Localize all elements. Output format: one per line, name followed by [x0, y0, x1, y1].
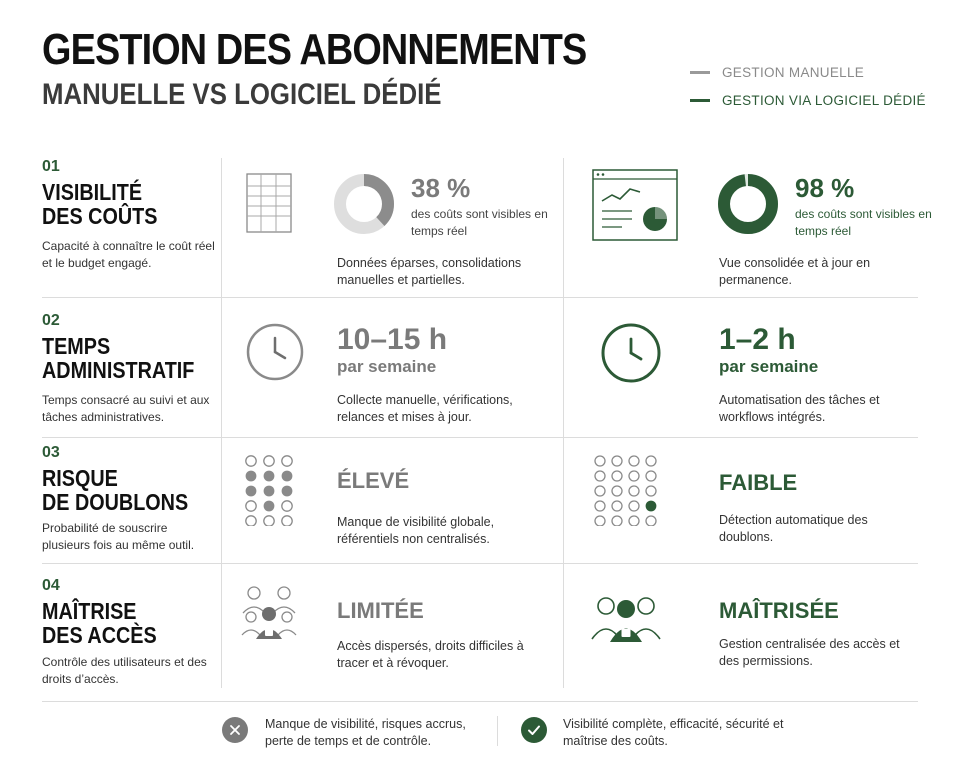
row-divider	[42, 701, 918, 702]
manual-value-sub: des coûts sont visibles en temps réel	[411, 207, 548, 238]
legend-label-software: GESTION VIA LOGICIEL DÉDIÉ	[722, 92, 926, 108]
manual-note: Accès dispersés, droits difficiles à tracer et à révoquer.	[337, 639, 524, 670]
footer-divider	[497, 716, 498, 746]
manual-note: Manque de visibilité globale, référentiels non centralisés.	[337, 515, 495, 546]
page-subtitle: MANUELLE VS LOGICIEL DÉDIÉ	[42, 78, 442, 111]
software-note: Gestion centralisée des accès et des permissions.	[719, 637, 900, 668]
clock-icon	[600, 322, 662, 384]
software-note: Vue consolidée et à jour en permanence.	[719, 256, 871, 287]
clock-icon	[245, 322, 305, 382]
software-value-sub: par semaine	[719, 357, 819, 376]
software-value: FAIBLE	[719, 470, 798, 495]
dot-grid-icon	[594, 454, 660, 526]
manual-note: Données éparses, consolidations manuelles et partielles.	[337, 256, 522, 287]
software-note: Automatisation des tâches et workflows intégrés.	[719, 393, 880, 424]
software-value: 1–2 h	[719, 323, 796, 356]
row-divider	[42, 437, 918, 438]
close-icon	[222, 717, 248, 743]
row-description: Temps consacré au suivi et aux tâches administratives.	[42, 393, 210, 424]
row-label: VISIBILITÉ DES COÛTS	[42, 179, 158, 229]
row-description: Contrôle des utilisateurs et des droits d’accès.	[42, 655, 207, 686]
legend-item-manual	[690, 58, 926, 86]
row-number: 04	[42, 577, 60, 594]
footer-software-text: Visibilité complète, efficacité, sécurité et maîtrise des coûts.	[563, 717, 784, 748]
manual-donut-chart	[332, 172, 396, 236]
spreadsheet-icon	[246, 173, 292, 233]
row-number: 01	[42, 158, 60, 175]
footer-manual-text: Manque de visibilité, risques accrus, perte de temps et de contrôle.	[265, 717, 466, 748]
software-note: Détection automatique des doublons.	[719, 513, 868, 544]
row-number: 03	[42, 444, 60, 461]
legend-item-software	[690, 86, 926, 114]
row-label: TEMPS ADMINISTRATIF	[42, 333, 195, 383]
legend	[690, 58, 926, 114]
row-label: MAÎTRISE DES ACCÈS	[42, 598, 157, 648]
legend-line-grey	[690, 71, 710, 74]
legend-line-green	[690, 99, 710, 102]
row-description: Probabilité de souscrire plusieurs fois au même outil.	[42, 521, 195, 552]
software-value: 98 %	[795, 173, 855, 203]
manual-note: Collecte manuelle, vérifications, relances et mises à jour.	[337, 393, 513, 424]
row-divider	[42, 297, 918, 298]
column-divider	[563, 158, 564, 688]
users-lock-icon	[240, 583, 298, 641]
row-number: 02	[42, 312, 60, 329]
software-value: MAÎTRISÉE	[719, 598, 839, 623]
dot-grid-icon	[244, 454, 294, 526]
manual-value-sub: par semaine	[337, 357, 437, 376]
manual-value: 38 %	[411, 173, 471, 203]
check-icon	[521, 717, 547, 743]
users-lock-icon	[590, 595, 662, 643]
row-divider	[42, 563, 918, 564]
dashboard-icon	[592, 169, 678, 241]
legend-label-manual: GESTION MANUELLE	[722, 64, 865, 80]
manual-value: ÉLEVÉ	[337, 468, 410, 493]
column-divider	[221, 158, 222, 688]
page-title: GESTION DES ABONNEMENTS	[42, 25, 587, 74]
software-value-sub: des coûts sont visibles en temps réel	[795, 207, 932, 238]
manual-value: 10–15 h	[337, 323, 448, 356]
row-description: Capacité à connaître le coût réel et le budget engagé.	[42, 239, 215, 270]
manual-value: LIMITÉE	[337, 598, 424, 623]
row-label: RISQUE DE DOUBLONS	[42, 465, 189, 515]
software-donut-chart	[716, 172, 780, 236]
